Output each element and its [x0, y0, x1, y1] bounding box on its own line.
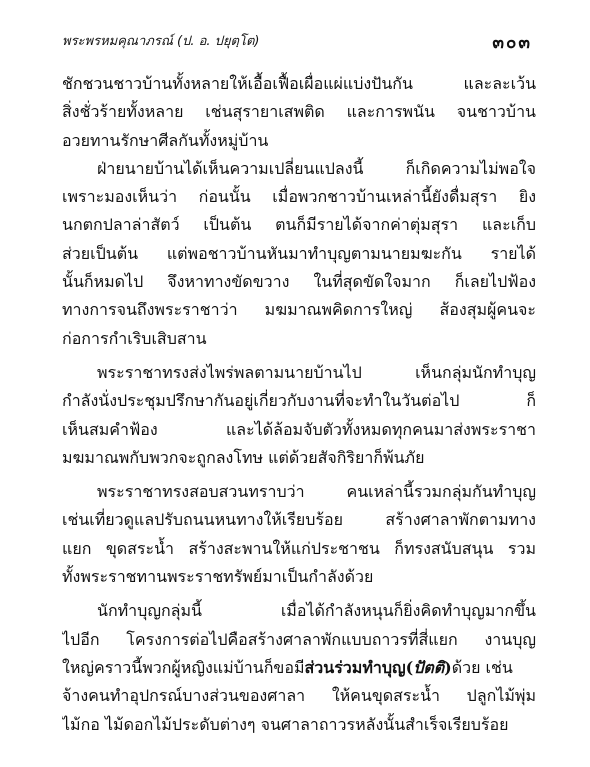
text-line: นักทำบุญกลุ่มนี้ เมื่อได้กำลังหนุนก็ยิ่งคิดทำบุญมากขึ้น	[97, 601, 536, 621]
text-line: ทั้งพระราชทานพระราชทรัพย์มาเป็นกำลังด้วย	[62, 567, 374, 587]
text-line: เห็นสมคำฟ้อง และได้ล้อมจับตัวทั้งหมดทุกคนมาส่งพระราชา	[62, 419, 536, 439]
text-line: ส่วยเป็นต้น แต่พอชาวบ้านหันมาทำบุญตามนายมฆะกัน รายได้	[62, 243, 536, 263]
page-header	[62, 30, 532, 54]
text-line: เช่นเที่ยวดูแลปรับถนนหนทางให้เรียบร้อย สร้างศาลาพักตามทาง	[62, 510, 536, 530]
text-segment: ด้วย เช่น	[451, 657, 513, 677]
text-line: เพราะมองเห็นว่า ก่อนนั้น เมื่อพวกชาวบ้านเหล่านี้ยังดื่มสุรา ยิง	[62, 187, 536, 207]
text-line: นกตกปลาล่าสัตว์ เป็นต้น ตนก็มีรายได้จากค่าตุ่มสุรา และเก็บ	[62, 215, 536, 235]
text-line: นั้นก็หมดไป จึงหาทางขัดขวาง ในที่สุดขัดใจมาก ก็เลยไปฟ้อง	[62, 272, 536, 292]
text-line: พระราชาทรงสอบสวนทราบว่า คนเหล่านี้รวมกลุ่มกันทำบุญ	[97, 482, 536, 502]
text-line: ฝ่ายนายบ้านได้เห็นความเปลี่ยนแปลงนี้ ก็เกิดความไม่พอใจ	[97, 158, 536, 178]
text-line: ทางการจนถึงพระราชาว่า มฆมาณพคิดการใหญ่ ส้องสุมผู้คนจะ	[62, 300, 536, 320]
text-line: ก่อการกำเริบเสิบสาน	[62, 328, 207, 348]
text-segment: ใหญ่คราวนี้พวกผู้หญิงแม่บ้านก็ขอมี	[62, 657, 305, 677]
pali-term: ปัตติ	[413, 657, 445, 677]
emphasized-term-close: )	[444, 657, 452, 677]
text-line: มฆมาณพกับพวกจะถูกลงโทษ แต่ด้วยสัจกิริยาก็พ้นภัย	[62, 447, 425, 467]
text-line: พระราชาทรงส่งไพร่พลตามนายบ้านไป เห็นกลุ่มนักทำบุญ	[97, 362, 536, 382]
emphasized-term: ส่วนร่วมทำบุญ(	[304, 657, 414, 677]
text-line: ไม้กอ ไม้ดอกไม้ประดับต่างๆ จนศาลาถาวรหลังนั้นสำเร็จเรียบร้อย	[62, 714, 509, 734]
body-text	[62, 70, 536, 739]
text-line-with-emphasis	[62, 654, 536, 682]
running-title: พระพรหมคุณาภรณ์ (ป. อ. ปยุตฺโต)	[62, 34, 260, 49]
text-line: กำลังนั่งประชุมปรึกษากันอยู่เกี่ยวกับงานที่จะทำในวันต่อไป ก็	[62, 391, 536, 411]
text-line: ไปอีก โครงการต่อไปคือสร้างศาลาพักแบบถาวรที่สี่แยก งานบุญ	[62, 629, 536, 649]
text-line: สิ่งชั่วร้ายทั้งหลาย เช่นสุรายาเสพติด และการพนัน จนชาวบ้าน	[62, 102, 536, 122]
text-line: อวยทานรักษาศีลกันทั้งหมู่บ้าน	[62, 130, 269, 150]
page-number: ๓๐๓	[492, 32, 532, 53]
text-line: จ้างคนทำอุปกรณ์บางส่วนของศาลา ให้คนขุดสระน้ำ ปลูกไม้พุ่ม	[62, 686, 536, 706]
text-line: ชักชวนชาวบ้านทั้งหลายให้เอื้อเฟื้อเผื่อแผ่แบ่งปันกัน และละเว้น	[62, 74, 536, 93]
text-line: แยก ขุดสระน้ำ สร้างสะพานให้แก่ประชาชน ก็ทรงสนับสนุน รวม	[62, 538, 536, 558]
